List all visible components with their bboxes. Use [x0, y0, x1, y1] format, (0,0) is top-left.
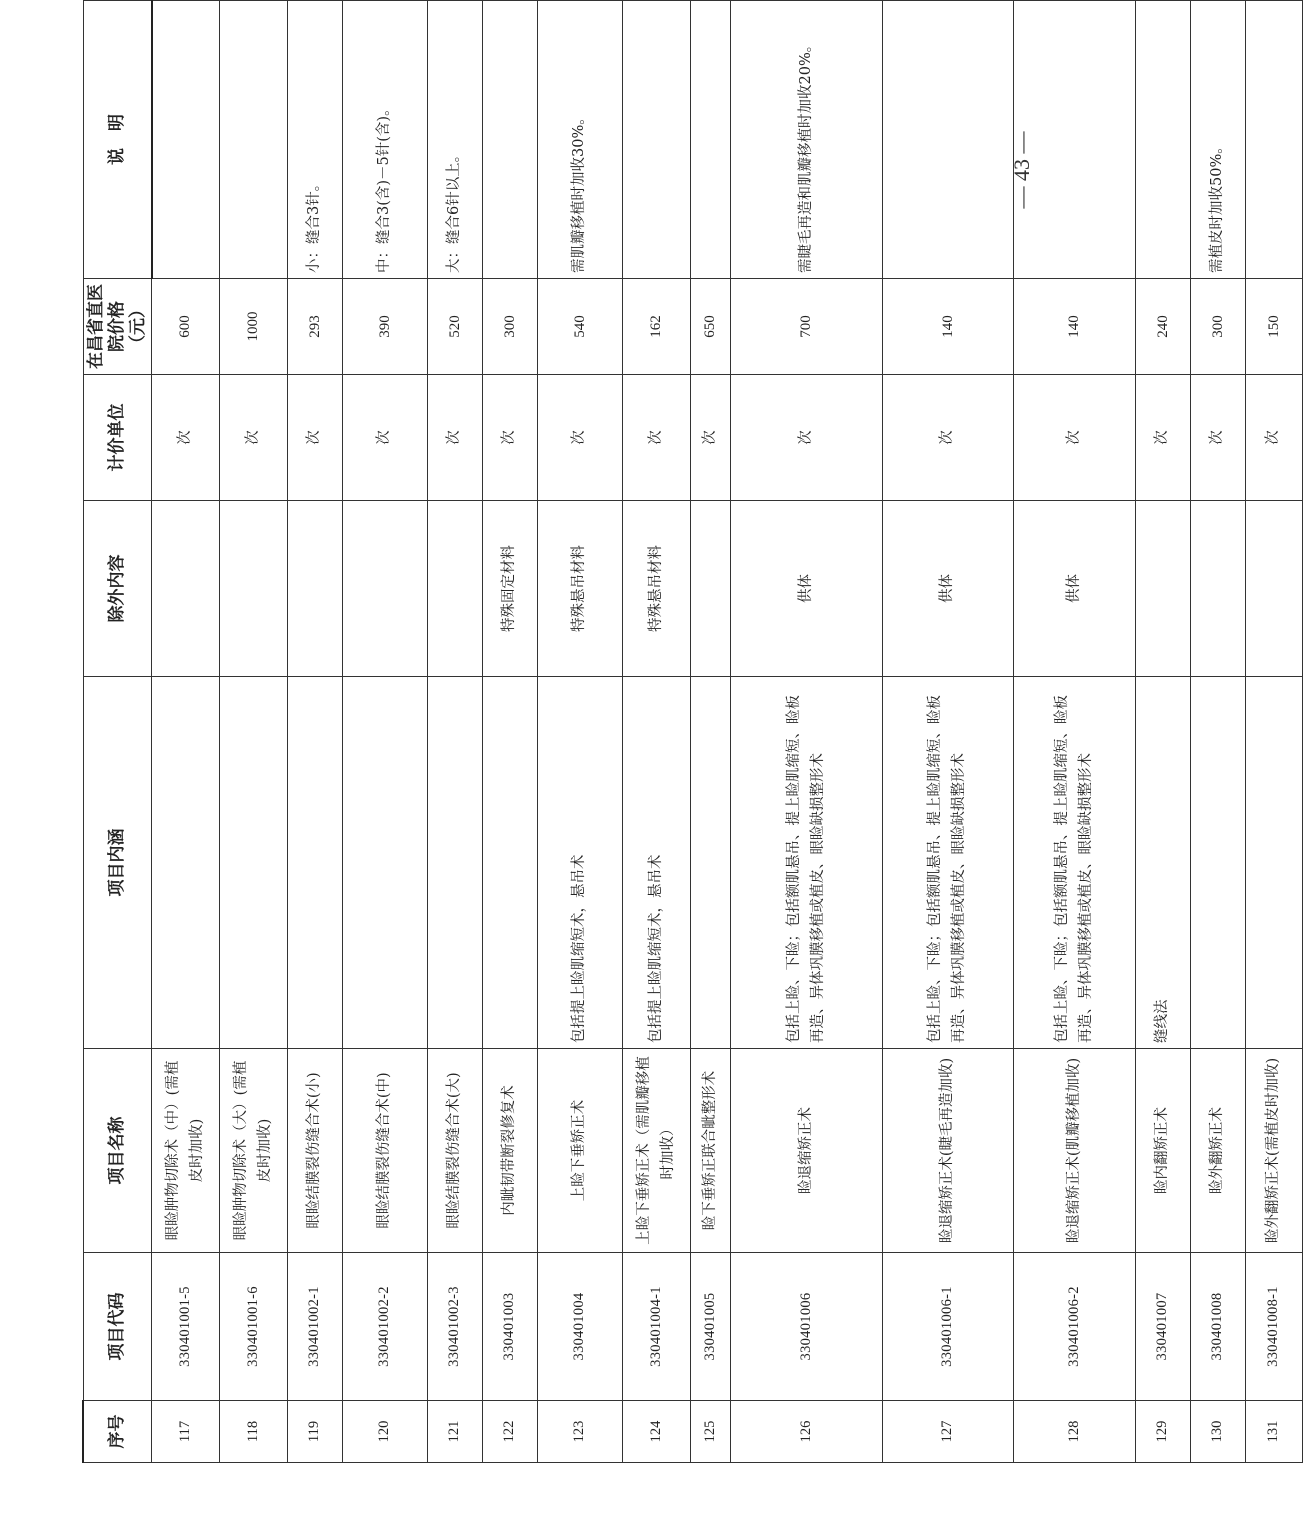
cell-code: 330401006-1 — [883, 1253, 1014, 1401]
cell-seq: 127 — [883, 1401, 1014, 1463]
cell-name: 眼睑结膜裂伤缝合术(大) — [428, 1049, 483, 1253]
cell-price: 240 — [1136, 279, 1191, 375]
cell-exclude — [691, 501, 731, 677]
cell-exclude — [220, 501, 288, 677]
cell-content — [288, 677, 343, 1049]
cell-name: 睑外翻矫正术(需植皮时加收) — [1246, 1049, 1303, 1253]
cell-price: 162 — [623, 279, 691, 375]
page-number: — 43 — — [1009, 131, 1034, 209]
cell-price: 700 — [731, 279, 883, 375]
cell-seq: 124 — [623, 1401, 691, 1463]
cell-content — [428, 677, 483, 1049]
cell-seq: 122 — [483, 1401, 538, 1463]
cell-content — [1246, 677, 1303, 1049]
cell-exclude — [428, 501, 483, 677]
cell-exclude: 特殊悬吊材料 — [538, 501, 623, 677]
cell-unit: 次 — [428, 375, 483, 501]
cell-unit: 次 — [623, 375, 691, 501]
cell-seq: 121 — [428, 1401, 483, 1463]
cell-note: 需肌瓣移植时加收30%。 — [538, 1, 623, 279]
cell-price: 300 — [1191, 279, 1246, 375]
cell-exclude — [1246, 501, 1303, 677]
table-row — [343, 1, 428, 1463]
cell-note — [1246, 1, 1303, 279]
cell-price: 600 — [152, 279, 220, 375]
header-price: 在昌省直医院价格（元） — [83, 279, 152, 375]
cell-seq: 126 — [731, 1401, 883, 1463]
cell-unit: 次 — [691, 375, 731, 501]
table-row — [691, 1, 731, 1463]
cell-price: 520 — [428, 279, 483, 375]
cell-unit: 次 — [1191, 375, 1246, 501]
cell-seq: 130 — [1191, 1401, 1246, 1463]
table-row — [220, 1, 288, 1463]
header-exclude: 除外内容 — [83, 501, 152, 677]
cell-price: 140 — [883, 279, 1014, 375]
cell-unit: 次 — [483, 375, 538, 501]
table-row — [731, 1, 883, 1463]
cell-code: 330401006-2 — [1014, 1253, 1136, 1401]
cell-unit: 次 — [538, 375, 623, 501]
table-row — [288, 1, 343, 1463]
table-row — [1014, 1, 1136, 1463]
cell-content: 包括提上睑肌缩短术，悬吊术 — [538, 677, 623, 1049]
cell-note: 需植皮时加收50%。 — [1191, 1, 1246, 279]
header-note: 说 明 — [83, 1, 152, 279]
table-row — [883, 1, 1014, 1463]
cell-note: 中：缝合3(含)－5针(含)。 — [343, 1, 428, 279]
header-name: 项目名称 — [83, 1049, 152, 1253]
cell-content — [483, 677, 538, 1049]
cell-unit: 次 — [1136, 375, 1191, 501]
cell-seq: 117 — [152, 1401, 220, 1463]
cell-code: 330401007 — [1136, 1253, 1191, 1401]
cell-unit: 次 — [220, 375, 288, 501]
header-code: 项目代码 — [83, 1253, 152, 1401]
header-unit: 计价单位 — [83, 375, 152, 501]
cell-code: 330401002-1 — [288, 1253, 343, 1401]
cell-content — [343, 677, 428, 1049]
cell-seq: 128 — [1014, 1401, 1136, 1463]
cell-exclude: 供体 — [1014, 501, 1136, 677]
cell-name: 眼睑肿物切除术（中）(需植皮时加收) — [152, 1049, 220, 1253]
cell-name: 内眦韧带断裂修复术 — [483, 1049, 538, 1253]
cell-exclude — [1191, 501, 1246, 677]
cell-unit: 次 — [152, 375, 220, 501]
cell-content: 包括上睑、下睑；包括额肌悬吊、提上睑肌缩短、睑板再造、异体巩膜移植或植皮、眼睑缺损整形术 — [1014, 677, 1136, 1049]
cell-exclude — [343, 501, 428, 677]
header-content: 项目内涵 — [83, 677, 152, 1049]
cell-unit: 次 — [1014, 375, 1136, 501]
cell-note — [623, 1, 691, 279]
cell-code: 330401001-5 — [152, 1253, 220, 1401]
cell-note — [883, 1, 1014, 279]
cell-unit: 次 — [343, 375, 428, 501]
table-row — [1191, 1, 1246, 1463]
cell-seq: 119 — [288, 1401, 343, 1463]
table-row — [428, 1, 483, 1463]
price-table-page — [82, 1, 1282, 1463]
cell-exclude — [1136, 501, 1191, 677]
cell-code: 330401004 — [538, 1253, 623, 1401]
cell-name: 上睑下垂矫正术 — [538, 1049, 623, 1253]
cell-name: 上睑下垂矫正术（需肌瓣移植时加收） — [623, 1049, 691, 1253]
cell-seq: 118 — [220, 1401, 288, 1463]
cell-seq: 129 — [1136, 1401, 1191, 1463]
cell-unit: 次 — [731, 375, 883, 501]
cell-code: 330401002-3 — [428, 1253, 483, 1401]
cell-exclude: 特殊悬吊材料 — [623, 501, 691, 677]
cell-note: 大：缝合6针以上。 — [428, 1, 483, 279]
cell-note: 小：缝合3针。 — [288, 1, 343, 279]
cell-exclude: 供体 — [883, 501, 1014, 677]
cell-price: 140 — [1014, 279, 1136, 375]
cell-content: 包括提上睑肌缩短术，悬吊术 — [623, 677, 691, 1049]
cell-seq: 131 — [1246, 1401, 1303, 1463]
cell-name: 睑退缩矫正术(睫毛再造加收) — [883, 1049, 1014, 1253]
cell-note — [483, 1, 538, 279]
cell-name: 眼睑肿物切除术（大）(需植皮时加收) — [220, 1049, 288, 1253]
price-table — [82, 0, 1303, 1463]
cell-seq: 125 — [691, 1401, 731, 1463]
cell-note: 需睫毛再造和肌瓣移植时加收20%。 — [731, 1, 883, 279]
cell-note — [220, 1, 288, 279]
cell-seq: 123 — [538, 1401, 623, 1463]
cell-unit: 次 — [1246, 375, 1303, 501]
table-row — [152, 1, 220, 1463]
cell-content — [691, 677, 731, 1049]
cell-content — [1191, 677, 1246, 1049]
cell-code: 330401002-2 — [343, 1253, 428, 1401]
cell-name: 眼睑结膜裂伤缝合术(中) — [343, 1049, 428, 1253]
cell-exclude: 供体 — [731, 501, 883, 677]
cell-code: 330401005 — [691, 1253, 731, 1401]
table-row — [1246, 1, 1303, 1463]
cell-code: 330401003 — [483, 1253, 538, 1401]
cell-content — [152, 677, 220, 1049]
cell-name: 睑退缩矫正术(肌瓣移植加收) — [1014, 1049, 1136, 1253]
cell-price: 540 — [538, 279, 623, 375]
cell-content: 包括上睑、下睑；包括额肌悬吊、提上睑肌缩短、睑板再造、异体巩膜移植或植皮、眼睑缺损整形术 — [731, 677, 883, 1049]
cell-content: 包括上睑、下睑；包括额肌悬吊、提上睑肌缩短、睑板再造、异体巩膜移植或植皮、眼睑缺损整形术 — [883, 677, 1014, 1049]
cell-note — [152, 1, 220, 279]
cell-content: 缝线法 — [1136, 677, 1191, 1049]
header-seq: 序号 — [83, 1401, 152, 1463]
cell-price: 390 — [343, 279, 428, 375]
table-row — [483, 1, 538, 1463]
table-row — [623, 1, 691, 1463]
cell-unit: 次 — [883, 375, 1014, 501]
table-row — [538, 1, 623, 1463]
cell-code: 330401001-6 — [220, 1253, 288, 1401]
cell-name: 睑内翻矫正术 — [1136, 1049, 1191, 1253]
cell-code: 330401008-1 — [1246, 1253, 1303, 1401]
cell-name: 睑下垂矫正联合眦整形术 — [691, 1049, 731, 1253]
cell-content — [220, 677, 288, 1049]
cell-unit: 次 — [288, 375, 343, 501]
cell-price: 1000 — [220, 279, 288, 375]
cell-price: 293 — [288, 279, 343, 375]
table-body — [152, 1, 1303, 1463]
cell-name: 睑退缩矫正术 — [731, 1049, 883, 1253]
cell-price: 300 — [483, 279, 538, 375]
cell-exclude — [288, 501, 343, 677]
cell-price: 650 — [691, 279, 731, 375]
cell-seq: 120 — [343, 1401, 428, 1463]
cell-code: 330401006 — [731, 1253, 883, 1401]
table-row — [1136, 1, 1191, 1463]
cell-note — [691, 1, 731, 279]
cell-name: 睑外翻矫正术 — [1191, 1049, 1246, 1253]
cell-note — [1136, 1, 1191, 279]
cell-exclude — [152, 501, 220, 677]
cell-price: 150 — [1246, 279, 1303, 375]
cell-name: 眼睑结膜裂伤缝合术(小) — [288, 1049, 343, 1253]
table-header-row — [83, 1, 152, 1463]
cell-exclude: 特殊固定材料 — [483, 501, 538, 677]
cell-code: 330401004-1 — [623, 1253, 691, 1401]
cell-code: 330401008 — [1191, 1253, 1246, 1401]
